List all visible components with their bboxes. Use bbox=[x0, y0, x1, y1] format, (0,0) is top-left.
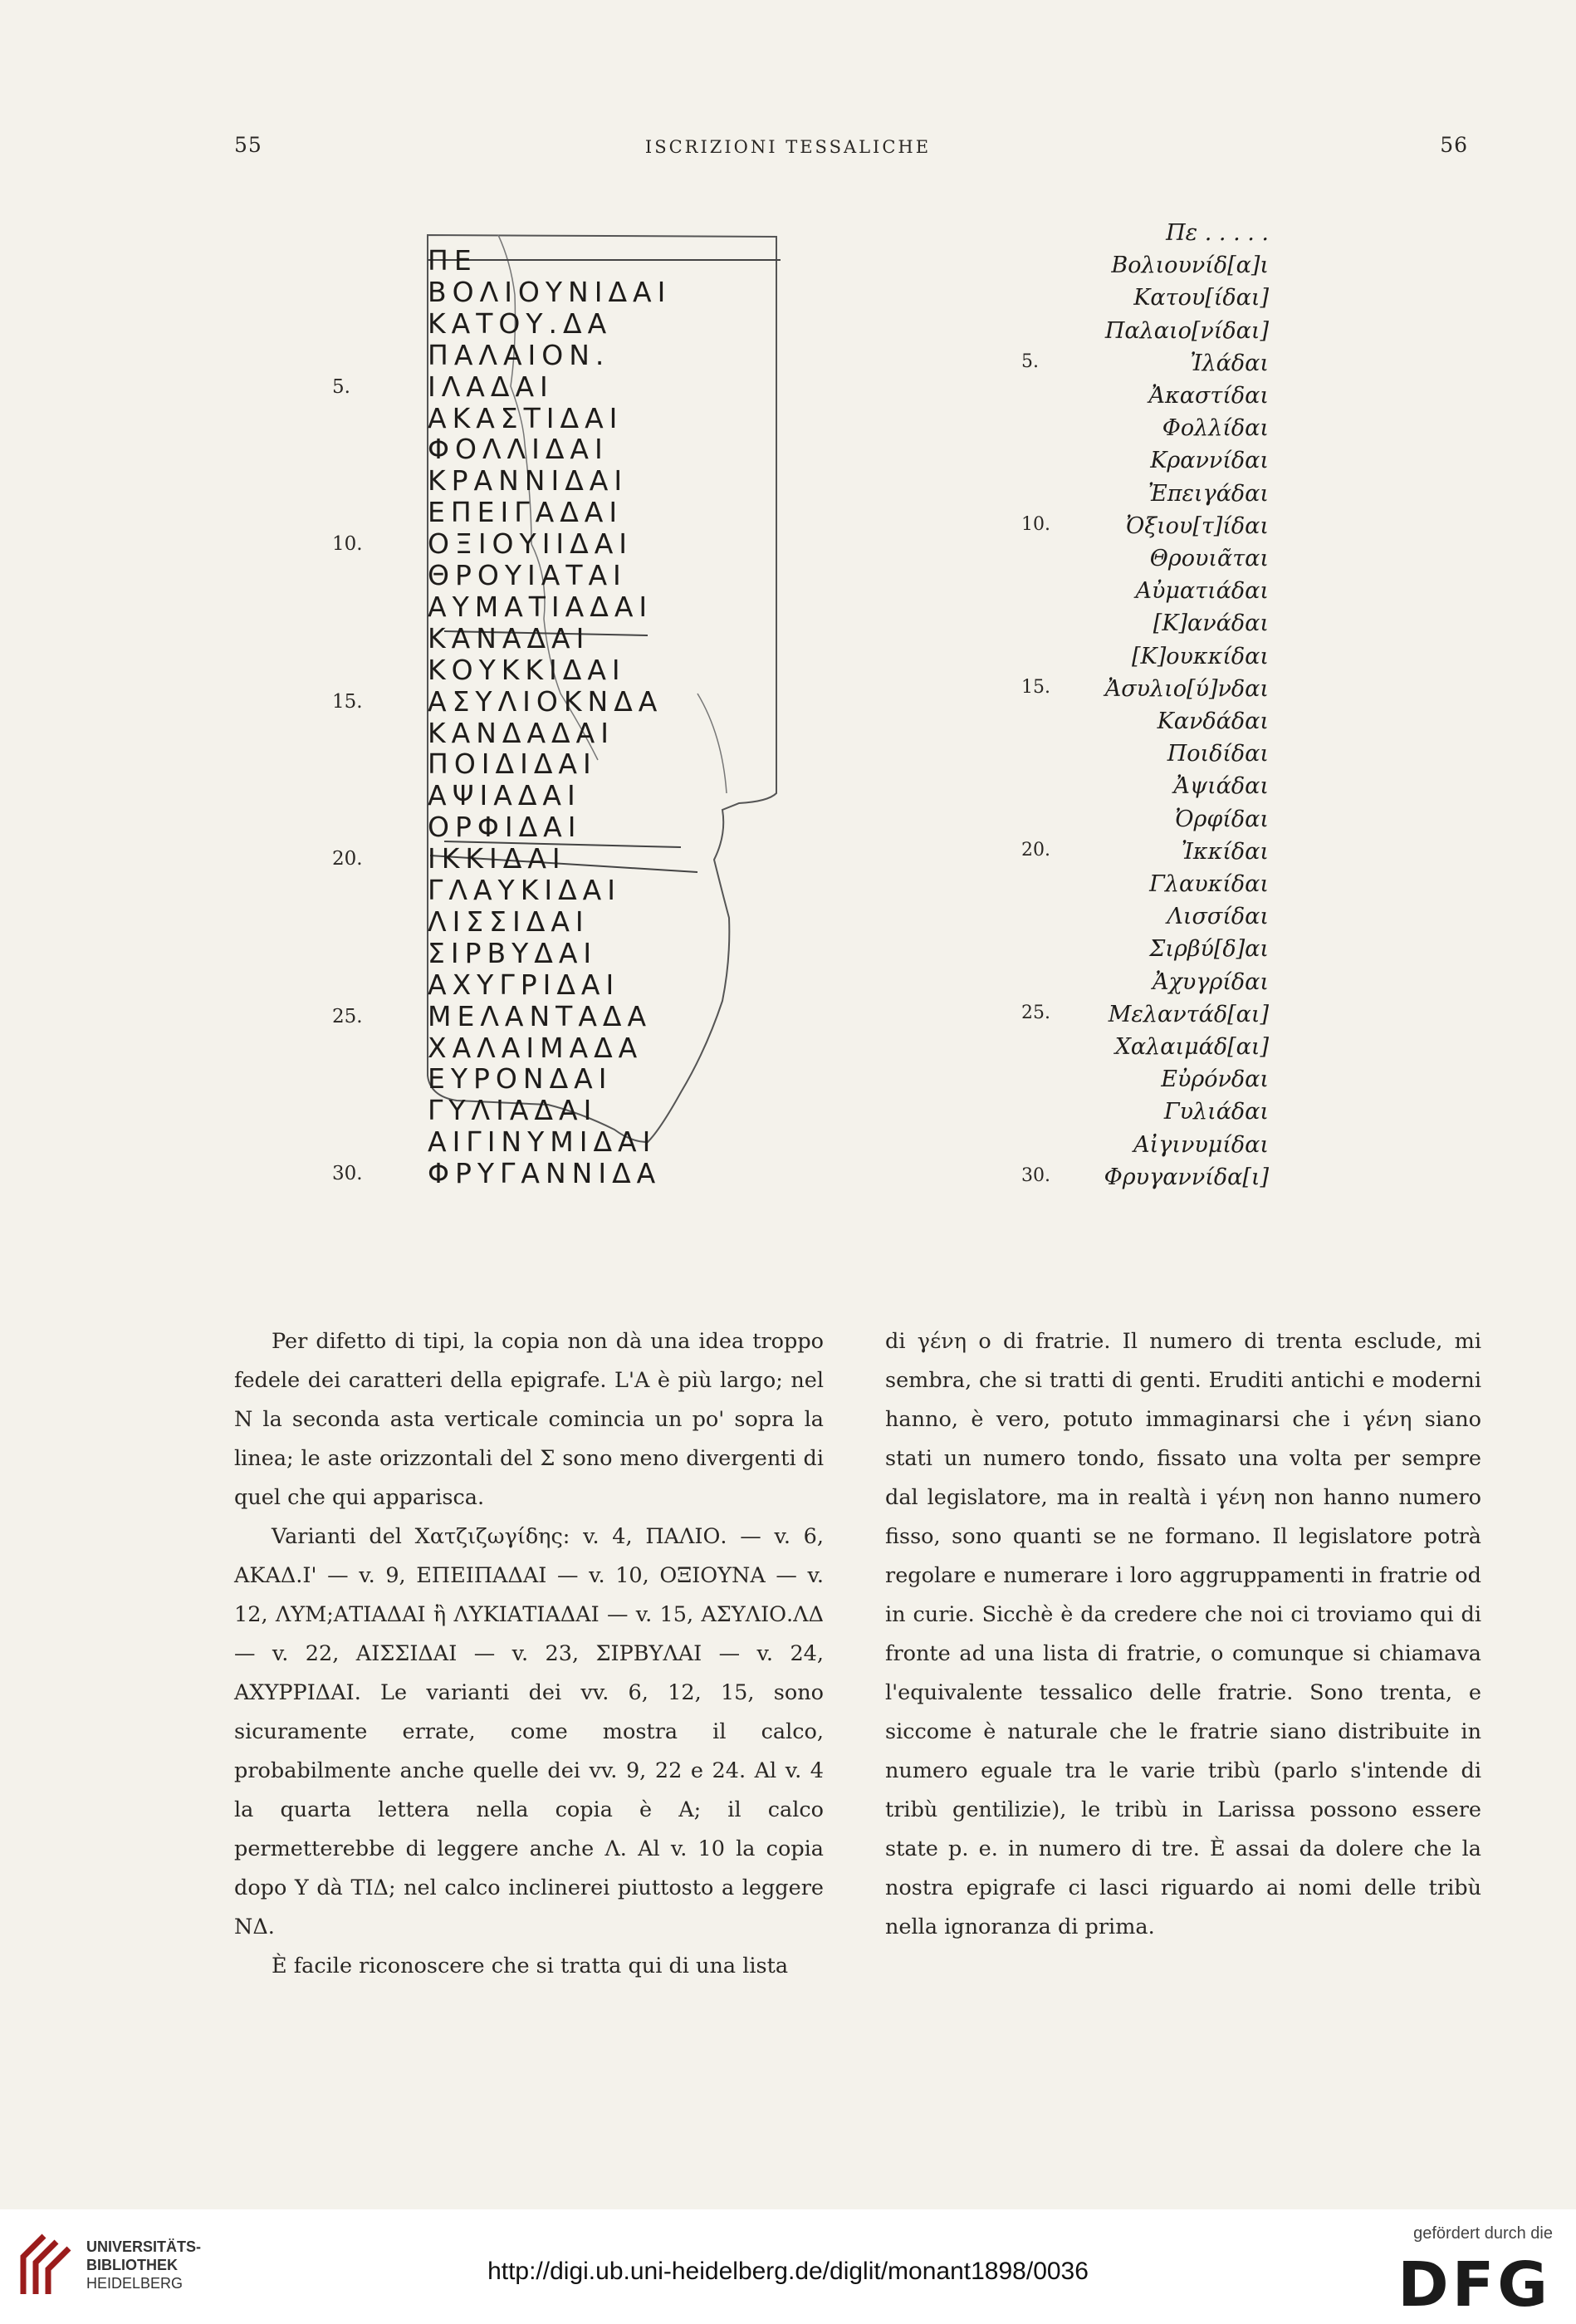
inscription-line: ΑΙΓΙΝΥΜΙΔΑΙ bbox=[428, 1125, 657, 1159]
inscription-line: ΒΟΛΙΟΥΝΙΔΑΙ bbox=[428, 275, 672, 308]
inscription-line: ΚΑΝΔΑΔΑΙ bbox=[428, 716, 614, 749]
transcription-line: Φρυγαννίδα[ι] bbox=[1104, 1164, 1269, 1190]
inscription-line: ΚΡΑΝΝΙΔΑΙ bbox=[428, 464, 629, 498]
inscription-line: ΠΟΙΔΙΔΑΙ bbox=[428, 748, 597, 781]
transcription-line: Κραννίδαι bbox=[1150, 448, 1269, 474]
transcription-line-number: 5. bbox=[1021, 351, 1039, 372]
inscription-line: ΑΣΥΛΙΟΚΝΔΑ bbox=[428, 684, 663, 718]
transcription-line: Κανδάδαι bbox=[1157, 708, 1269, 734]
permalink-url[interactable]: http://digi.ub.uni-heidelberg.de/diglit/monant1898/0036 bbox=[487, 2258, 1089, 2285]
transcription-line: Πε . . . . . bbox=[1166, 220, 1269, 246]
inscription-line: ΙΛΑΔΑΙ bbox=[428, 370, 554, 403]
inscription-line: ΚΟΥΚΚΙΔΑΙ bbox=[428, 653, 626, 686]
library-name-line: UNIVERSITÄTS- bbox=[86, 2238, 202, 2255]
transcription-line: Φολλίδαι bbox=[1162, 415, 1269, 442]
paragraph: È facile riconoscere che si tratta qui di una lista bbox=[272, 1954, 789, 1978]
transcription-line: Ἀχυγρίδαι bbox=[1153, 968, 1269, 995]
inscription-line: ΜΕΛΑΝΤΑΔΑ bbox=[428, 999, 653, 1032]
inscription-line: ΚΑΝΑΔΑΙ bbox=[428, 621, 590, 655]
inscription-fragment-drawing bbox=[332, 228, 797, 1209]
transcription-line: Ὀξιου[τ]ίδαι bbox=[1126, 512, 1269, 539]
inscription-line: ΑΨΙΑΔΑΙ bbox=[428, 779, 581, 812]
inscription-line-number: 20. bbox=[332, 848, 363, 870]
inscription-line: ΦΡΥΓΑΝΝΙΔΑ bbox=[428, 1157, 662, 1190]
funding-note: gefördert durch die bbox=[1413, 2224, 1553, 2243]
inscription-line: ΘΡΟΥΙΑΤΑΙ bbox=[428, 559, 627, 591]
transcription-line: Χαλαιμάδ[αι] bbox=[1114, 1034, 1269, 1060]
transcription-line: Ἰλάδαι bbox=[1190, 350, 1269, 376]
transcription-line: Ἀψιάδαι bbox=[1173, 773, 1269, 800]
transcription-line-number: 25. bbox=[1021, 1002, 1050, 1023]
inscription-line: ΓΥΛΙΑΔΑΙ bbox=[428, 1094, 598, 1127]
transcription-line: Αἰγινυμίδαι bbox=[1133, 1131, 1269, 1158]
transcription-line: Αὐματιάδαι bbox=[1135, 578, 1269, 605]
inscription-line: ΑΥΜΑΤΙΑΔΑΙ bbox=[428, 590, 653, 623]
inscription-line: ΑΚΑΣΤΙΔΑΙ bbox=[428, 401, 624, 434]
viewer-footer bbox=[0, 2209, 1576, 2324]
transcription-line-number: 10. bbox=[1021, 513, 1050, 535]
transcription-line: Ἀκαστίδαι bbox=[1148, 383, 1269, 409]
inscription-line: ΟΞΙΟΥΙΙΔΑΙ bbox=[428, 527, 634, 561]
inscription-line-number: 10. bbox=[332, 533, 363, 556]
transcription-column bbox=[1021, 218, 1320, 1214]
transcription-line: Παλαιο[νίδαι] bbox=[1104, 317, 1269, 344]
transcription-line-number: 15. bbox=[1021, 676, 1050, 698]
transcription-line: Κατου[ίδαι] bbox=[1133, 285, 1269, 311]
inscription-line-number: 25. bbox=[332, 1005, 363, 1027]
transcription-line-number: 20. bbox=[1021, 839, 1050, 860]
inscription-line: ΦΟΛΛΙΔΑΙ bbox=[428, 433, 609, 466]
library-name-line: BIBLIOTHEK bbox=[86, 2257, 178, 2273]
inscription-line: ΓΛΑΥΚΙΔΑΙ bbox=[428, 874, 621, 906]
paragraph: di γένη o di fratrie. Il numero di trenta esclude, mi sembra, che si tratti di genti. Eruditi antichi e moderni hanno, è vero, potuto immaginarsi che i γένη siano stati un numero tondo, fissato una volta per sempre dal legislatore, ma in realtà i γένη non hanno numero fisso, sono quanti se ne formano. Il legislatore potrà regolare e numerare i loro aggruppamenti in fratrie od in curie. Sicchè è da credere che noi ci troviamo qui di fronte ad una lista di fratrie, o comunque si chiamava l'equivalente tessalico delle fratrie. Sono trenta, e siccome è naturale che le fratrie siano distribuite in numero eguale tra le varie tribù (parlo s'intende di tribù gentilizie), le tribù in Larissa possono essere state p. e. in numero di tre. È assai da dolere che la nostra epigrafe ci lasci riguardo ai nomi delle tribù nella ignoranza di prima. bbox=[885, 1329, 1481, 1939]
transcription-line: Γυλιάδαι bbox=[1163, 1099, 1269, 1125]
inscription-line: ΕΠΕΙΓΑΔΑΙ bbox=[428, 496, 624, 529]
transcription-line: Ποιδίδαι bbox=[1167, 741, 1269, 767]
library-name-line: HEIDELBERG bbox=[86, 2275, 184, 2292]
inscription-line-number: 5. bbox=[332, 375, 350, 398]
body-text-right-column bbox=[885, 1322, 1481, 1947]
transcription-line: Σιρβύ[δ]αι bbox=[1149, 936, 1269, 963]
inscription-line: ΠΑΛΑΙΟΝ. bbox=[428, 338, 610, 371]
inscription-line: ΕΥΡΟΝΔΑΙ bbox=[428, 1062, 613, 1096]
transcription-line: Ἰκκίδαι bbox=[1181, 838, 1269, 865]
transcription-line: Γλαυκίδαι bbox=[1149, 871, 1269, 897]
inscription-line: ΧΑΛΑΙΜΑΔΑ bbox=[428, 1031, 644, 1064]
inscription-line: ΑΧΥΓΡΙΔΑΙ bbox=[428, 968, 620, 1001]
transcription-line: Ὀρφίδαι bbox=[1175, 806, 1269, 832]
inscription-line-number: 15. bbox=[332, 690, 363, 713]
inscription-line: ΟΡΦΙΔΑΙ bbox=[428, 811, 582, 844]
inscription-line-number: 30. bbox=[332, 1163, 363, 1185]
transcription-line: Ἐπειγάδαι bbox=[1148, 480, 1269, 507]
body-text-left-column bbox=[234, 1322, 824, 1986]
transcription-line: Βολιουνίδ[α]ι bbox=[1111, 253, 1269, 279]
inscription-line: ΚΑΤΟΥ.ΔΑ bbox=[428, 306, 613, 340]
inscription-line: ΙΚΚΙΔΑΙ bbox=[428, 842, 566, 875]
transcription-line: [Κ]ανάδαι bbox=[1153, 610, 1269, 637]
transcription-line-number: 30. bbox=[1021, 1164, 1050, 1186]
inscription-line: ΣΙΡΒΥΔΑΙ bbox=[428, 936, 598, 969]
left-page-number: 55 bbox=[234, 133, 262, 157]
dfg-logo[interactable]: DFG bbox=[1397, 2249, 1551, 2321]
running-title: ISCRIZIONI TESSALICHE bbox=[644, 137, 932, 157]
transcription-line: Εὐρόνδαι bbox=[1161, 1066, 1269, 1093]
transcription-line: Λισσίδαι bbox=[1167, 904, 1269, 930]
paragraph: Varianti del Χατζιζωγίδης: v. 4, ΠΑΛΙΟ. — v. 6, ΑΚΑΔ.Ι' — v. 9, ΕΠΕΙΠΑΔΑΙ — v. 10, ΟΞΙΟΥΝΑ — v. 12, ΛΥΜ;ΑΤΙΑΔΑΙ ἢ ΛΥΚΙΑΤΙΑΔΑΙ — v. 15, ΑΣΥΛΙΟ.ΛΔ — v. 22, ΑΙΣΣΙΔΑΙ — v. 23, ΣΙΡΒΥΛΑΙ — v. 24, ΑΧΥΡΡΙΔΑΙ. Le varianti dei vv. 6, 12, 15, sono sicuramente errate, come mostra il calco, probabilmente anche quelle dei vv. 9, 22 e 24. Al v. 4 la quarta lettera nella copia è Α; il calco permetterebbe di leggere anche Λ. Al v. 10 la copia dopo Υ dà ΤΙΔ; nel calco inclinerei piuttosto a leggere ΝΔ. bbox=[234, 1524, 824, 1939]
inscription-line: ΠΕ bbox=[428, 244, 477, 277]
transcription-line: Θρουιᾶται bbox=[1149, 546, 1269, 571]
inscription-line: ΛΙΣΣΙΔΑΙ bbox=[428, 905, 590, 938]
right-page-number: 56 bbox=[1440, 133, 1468, 157]
paragraph: Per difetto di tipi, la copia non dà una idea troppo fedele dei caratteri della epigrafe. L'Α è più largo; nel Ν la seconda asta verticale comincia un po' sopra la linea; le aste orizzontali del Σ sono meno divergenti di quel che qui apparisca. bbox=[234, 1329, 824, 1510]
transcription-line: Μελαντάδ[αι] bbox=[1108, 1001, 1269, 1027]
transcription-line: [Κ]ουκκίδαι bbox=[1132, 643, 1269, 669]
transcription-line: Ἀσυλιο[ύ]νδαι bbox=[1104, 675, 1269, 702]
